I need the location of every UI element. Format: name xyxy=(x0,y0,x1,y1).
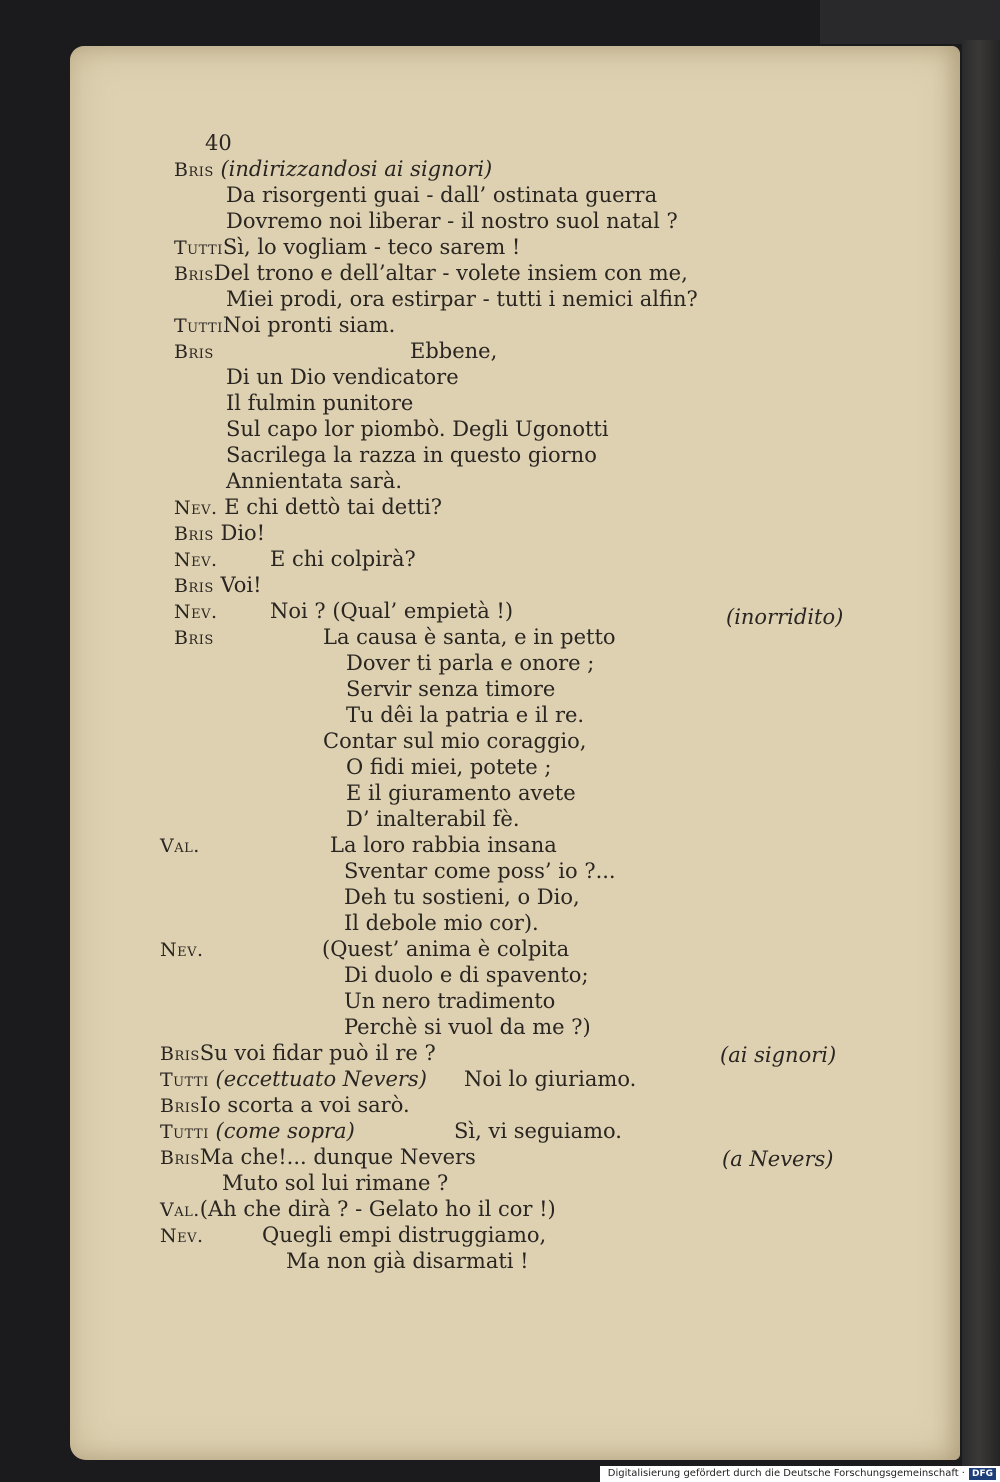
verse-line xyxy=(174,234,520,261)
speaker-name: Bris xyxy=(174,159,214,181)
verse-text: (Quest’ anima è colpita xyxy=(322,937,570,961)
verse-line: Dover ti parla e onore ; xyxy=(346,651,595,675)
verse-line: Di duolo e di spavento; xyxy=(344,963,589,987)
verse-line xyxy=(174,520,265,547)
verse-text: (Ah che dirà ? - Gelato ho il cor !) xyxy=(199,1197,556,1221)
speaker-name: Bris xyxy=(174,523,214,545)
verse-line xyxy=(174,312,395,339)
verse-line: Tu dêi la patria e il re. xyxy=(346,703,585,727)
speaker-name: Bris xyxy=(174,627,214,649)
verse-line: Annientata sarà. xyxy=(226,469,403,493)
verse-text: E chi dettò tai detti? xyxy=(224,495,443,519)
verse-line: O fidi miei, potete ; xyxy=(346,755,552,779)
verse-line: Perchè si vuol da me ?) xyxy=(344,1015,591,1039)
dfg-logo: DFG xyxy=(969,1468,996,1480)
stage-direction: (a Nevers) xyxy=(722,1147,834,1171)
verse-line xyxy=(160,1092,410,1119)
speaker-name: Bris xyxy=(174,575,214,597)
verse-line: Di un Dio vendicatore xyxy=(226,365,459,389)
speaker-name: Nev. xyxy=(160,1225,204,1247)
footer-text: Digitalisierung gefördert durch die Deutsche Forschungsgemeinschaft · xyxy=(607,1468,965,1479)
speaker-name: Nev. xyxy=(160,939,204,961)
book-cover-top xyxy=(820,0,1000,44)
verse-text: Quegli empi distruggiamo, xyxy=(262,1223,547,1247)
verse-line xyxy=(160,1066,427,1093)
verse-line: D’ inalterabil fè. xyxy=(346,807,520,831)
stage-direction: (indirizzandosi ai signori) xyxy=(220,157,493,181)
speaker-name: Tutti xyxy=(174,237,223,259)
verse-line: Deh tu sostieni, o Dio, xyxy=(344,885,580,909)
verse-line: Da risorgenti guai - dall’ ostinata guerra xyxy=(226,183,658,207)
verse-line xyxy=(174,598,218,625)
stage-direction: (inorridito) xyxy=(726,605,844,629)
verse-line: Muto sol lui rimane ? xyxy=(222,1171,449,1195)
book-cover-edge xyxy=(962,40,1000,1470)
verse-line: Un nero tradimento xyxy=(344,989,556,1013)
verse-text: Ebbene, xyxy=(410,339,498,363)
speaker-name: Nev. xyxy=(174,601,218,623)
verse-line: Miei prodi, ora estirpar - tutti i nemici alfin? xyxy=(226,287,698,311)
verse-line xyxy=(160,1144,476,1171)
stage-direction: (come sopra) xyxy=(215,1119,355,1143)
verse-line xyxy=(160,1118,355,1145)
verse-line: Servir senza timore xyxy=(346,677,556,701)
verse-line xyxy=(160,1040,436,1067)
verse-text: Noi lo giuriamo. xyxy=(464,1067,637,1091)
verse-text: Ma che!... dunque Nevers xyxy=(199,1145,476,1169)
verse-text: Dio! xyxy=(220,521,266,545)
verse-line: Sul capo lor piombò. Degli Ugonotti xyxy=(226,417,609,441)
verse-line xyxy=(174,572,262,599)
speaker-name: Tutti xyxy=(160,1121,209,1143)
verse-line xyxy=(174,338,214,365)
verse-line: Sacrilega la razza in questo giorno xyxy=(226,443,597,467)
verse-line xyxy=(174,494,442,521)
verse-line xyxy=(174,260,688,287)
verse-line xyxy=(160,1196,556,1223)
verse-text: Voi! xyxy=(220,573,262,597)
speaker-name: Nev. xyxy=(174,549,218,571)
speaker-name: Bris xyxy=(174,341,214,363)
speaker-name: Bris xyxy=(160,1095,200,1117)
digitization-footer xyxy=(600,1466,1000,1482)
speaker-name: Tutti xyxy=(160,1069,209,1091)
verse-line xyxy=(160,832,200,859)
speaker-name: Bris xyxy=(174,263,214,285)
verse-text: La causa è santa, e in petto xyxy=(323,625,616,649)
verse-line: Il debole mio cor). xyxy=(344,911,539,935)
verse-line: E il giuramento avete xyxy=(346,781,576,805)
verse-line: Il fulmin punitore xyxy=(226,391,414,415)
verse-text: Noi ? (Qual’ empietà !) xyxy=(270,599,514,623)
book-page xyxy=(70,46,960,1460)
speaker-name: Val. xyxy=(160,1199,200,1221)
stage-direction: (ai signori) xyxy=(720,1043,837,1067)
page-number: 40 xyxy=(205,131,232,155)
verse-line xyxy=(160,1222,204,1249)
verse-text: Sì, vi seguiamo. xyxy=(454,1119,622,1143)
verse-line: Dovremo noi liberar - il nostro suol natal ? xyxy=(226,209,678,233)
verse-line: Ma non già disarmati ! xyxy=(286,1249,529,1273)
verse-line: Sventar come poss’ io ?... xyxy=(344,859,616,883)
speaker-name: Tutti xyxy=(174,315,223,337)
stage-direction: (eccettuato Nevers) xyxy=(215,1067,427,1091)
verse-line xyxy=(174,624,214,651)
verse-text: Io scorta a voi sarò. xyxy=(199,1093,410,1117)
verse-text: Su voi fidar può il re ? xyxy=(199,1041,436,1065)
verse-line xyxy=(174,546,218,573)
speaker-name: Bris xyxy=(160,1147,200,1169)
speaker-name: Val. xyxy=(160,835,200,857)
speaker-name: Nev. xyxy=(174,497,218,519)
verse-text: E chi colpirà? xyxy=(270,547,416,571)
speaker-name: Bris xyxy=(160,1043,200,1065)
verse-text: Sì, lo vogliam - teco sarem ! xyxy=(222,235,521,259)
verse-text: Del trono e dell’altar - volete insiem con me, xyxy=(213,261,688,285)
verse-text: La loro rabbia insana xyxy=(330,833,557,857)
verse-text: Noi pronti siam. xyxy=(222,313,396,337)
verse-line xyxy=(174,156,492,183)
verse-line: Contar sul mio coraggio, xyxy=(323,729,587,753)
verse-line xyxy=(160,936,204,963)
